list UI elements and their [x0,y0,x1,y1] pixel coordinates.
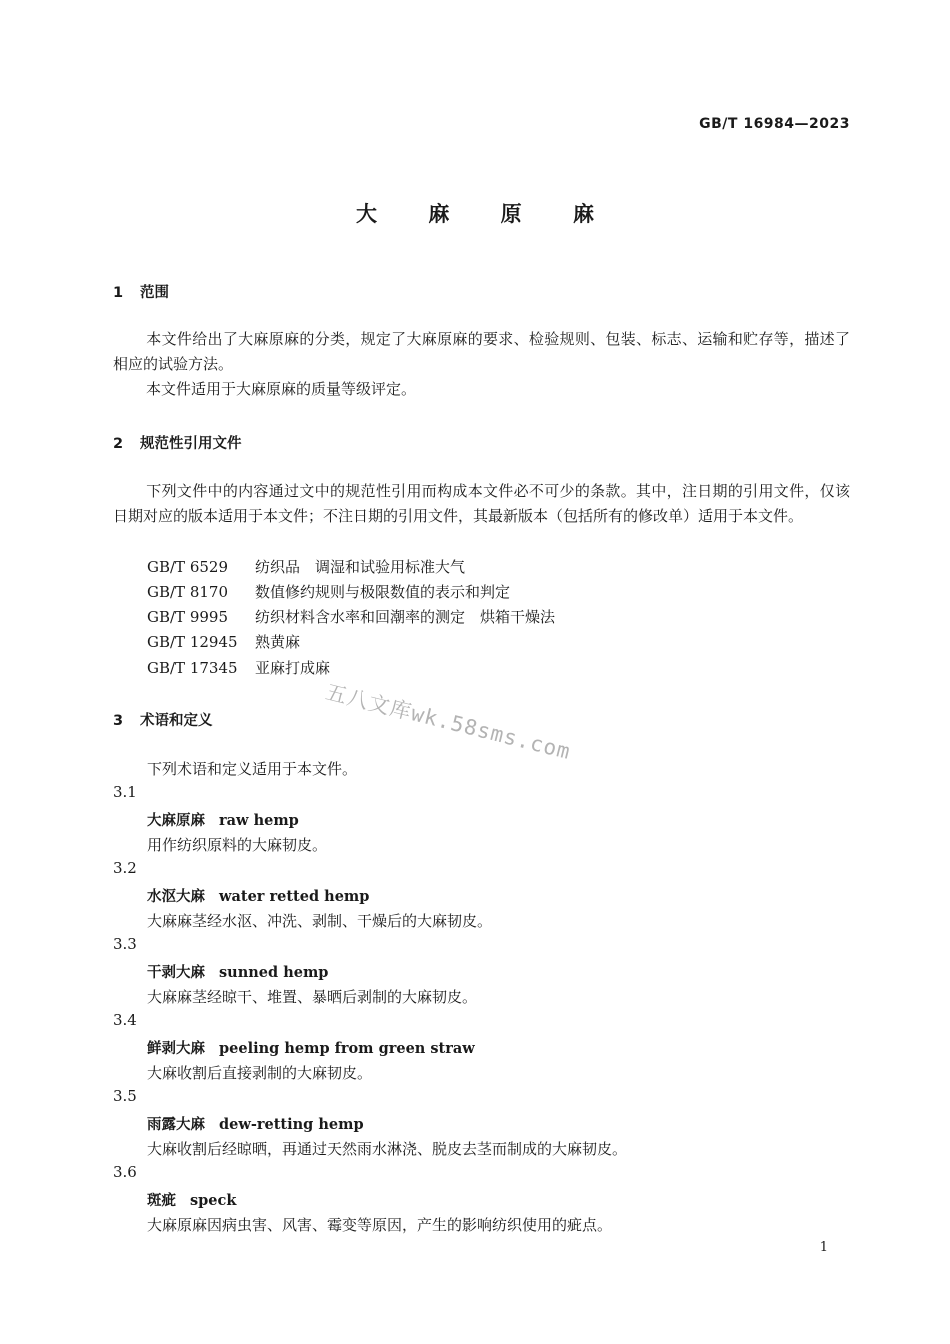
term-chinese: 水沤大麻 [147,889,205,905]
term-chinese: 斑疵 [147,1193,176,1209]
reference-code: GB/T 8170 [147,583,229,601]
section-number: 3 [113,713,124,729]
reference-name: 纺织材料含水率和回潮率的测定 烘箱干燥法 [255,608,556,626]
term-chinese: 干剥大麻 [147,965,205,981]
section-title: 范围 [140,285,169,301]
section-number: 2 [113,436,124,452]
page-number: 1 [819,1240,828,1255]
term-definition: 大麻收割后直接剥制的大麻韧皮。 [147,1064,373,1082]
reference-name: 数值修约规则与极限数值的表示和判定 [255,583,511,601]
section-1-heading [113,281,169,302]
paragraph-text: 本文件给出了大麻原麻的分类，规定了大麻原麻的要求、检验规则、包装、标志、运输和贮存等，描述了相应的试验方法。 [113,330,850,373]
reference-name: 纺织品 调湿和试验用标准大气 [255,558,466,576]
reference-code: GB/T 6529 [147,558,229,576]
term-number: 3.5 [113,1087,137,1105]
term-english: sunned hemp [219,964,329,981]
term-number: 3.2 [113,859,137,877]
reference-item [147,581,510,602]
section-3-intro: 下列术语和定义适用于本文件。 [147,760,358,778]
section-2-heading [113,432,242,453]
term-english: peeling hemp from green straw [219,1040,475,1057]
reference-item [147,606,555,627]
reference-item [147,657,330,678]
paragraph-text: 本文件适用于大麻原麻的质量等级评定。 [146,380,417,398]
term-heading [147,1189,236,1210]
paragraph-text: 下列文件中的内容通过文中的规范性引用而构成本文件必不可少的条款。其中，注日期的引用文件，仅该日期对应的版本适用于本文件；不注日期的引用文件，其最新版本（包括所有的修改单）适用于本文件。 [113,482,850,525]
section-3-heading [113,709,213,730]
term-chinese: 鲜剥大麻 [147,1041,205,1057]
reference-name: 亚麻打成麻 [255,659,331,677]
term-chinese: 雨露大麻 [147,1117,205,1133]
term-heading [147,1113,364,1134]
term-chinese: 大麻原麻 [147,813,205,829]
reference-name: 熟黄麻 [255,633,301,651]
reference-code: GB/T 9995 [147,608,229,626]
standard-number: GB/T 16984—2023 [699,116,850,132]
section-1-paragraph-1 [113,327,850,377]
term-definition: 大麻麻茎经水沤、冲洗、剥制、干燥后的大麻韧皮。 [147,912,493,930]
term-definition: 用作纺织原料的大麻韧皮。 [147,836,328,854]
term-definition: 大麻收割后经晾晒，再通过天然雨水淋浇、脱皮去茎而制成的大麻韧皮。 [147,1140,628,1158]
term-definition: 大麻原麻因病虫害、风害、霉变等原因，产生的影响纺织使用的疵点。 [147,1216,613,1234]
reference-item [147,556,465,577]
section-title: 术语和定义 [140,713,213,729]
term-number: 3.1 [113,783,137,801]
term-number: 3.3 [113,935,137,953]
term-definition: 大麻麻茎经晾干、堆置、暴晒后剥制的大麻韧皮。 [147,988,478,1006]
term-heading [147,809,299,830]
section-2-intro [113,479,850,529]
term-number: 3.6 [113,1163,137,1181]
section-number: 1 [113,285,124,301]
term-heading [147,1037,475,1058]
term-english: speck [190,1192,237,1209]
term-english: raw hemp [219,812,299,829]
term-number: 3.4 [113,1011,137,1029]
document-title: 大 麻 原 麻 [356,202,616,226]
term-english: dew-retting hemp [219,1116,364,1133]
term-heading [147,885,369,906]
term-english: water retted hemp [219,888,370,905]
watermark: 五八文库wk.58sms.com [323,679,574,765]
reference-code: GB/T 17345 [147,659,238,677]
section-title: 规范性引用文件 [140,436,242,452]
term-heading [147,961,328,982]
reference-code: GB/T 12945 [147,633,238,651]
reference-item [147,631,300,652]
section-1-paragraph-2 [113,377,850,402]
